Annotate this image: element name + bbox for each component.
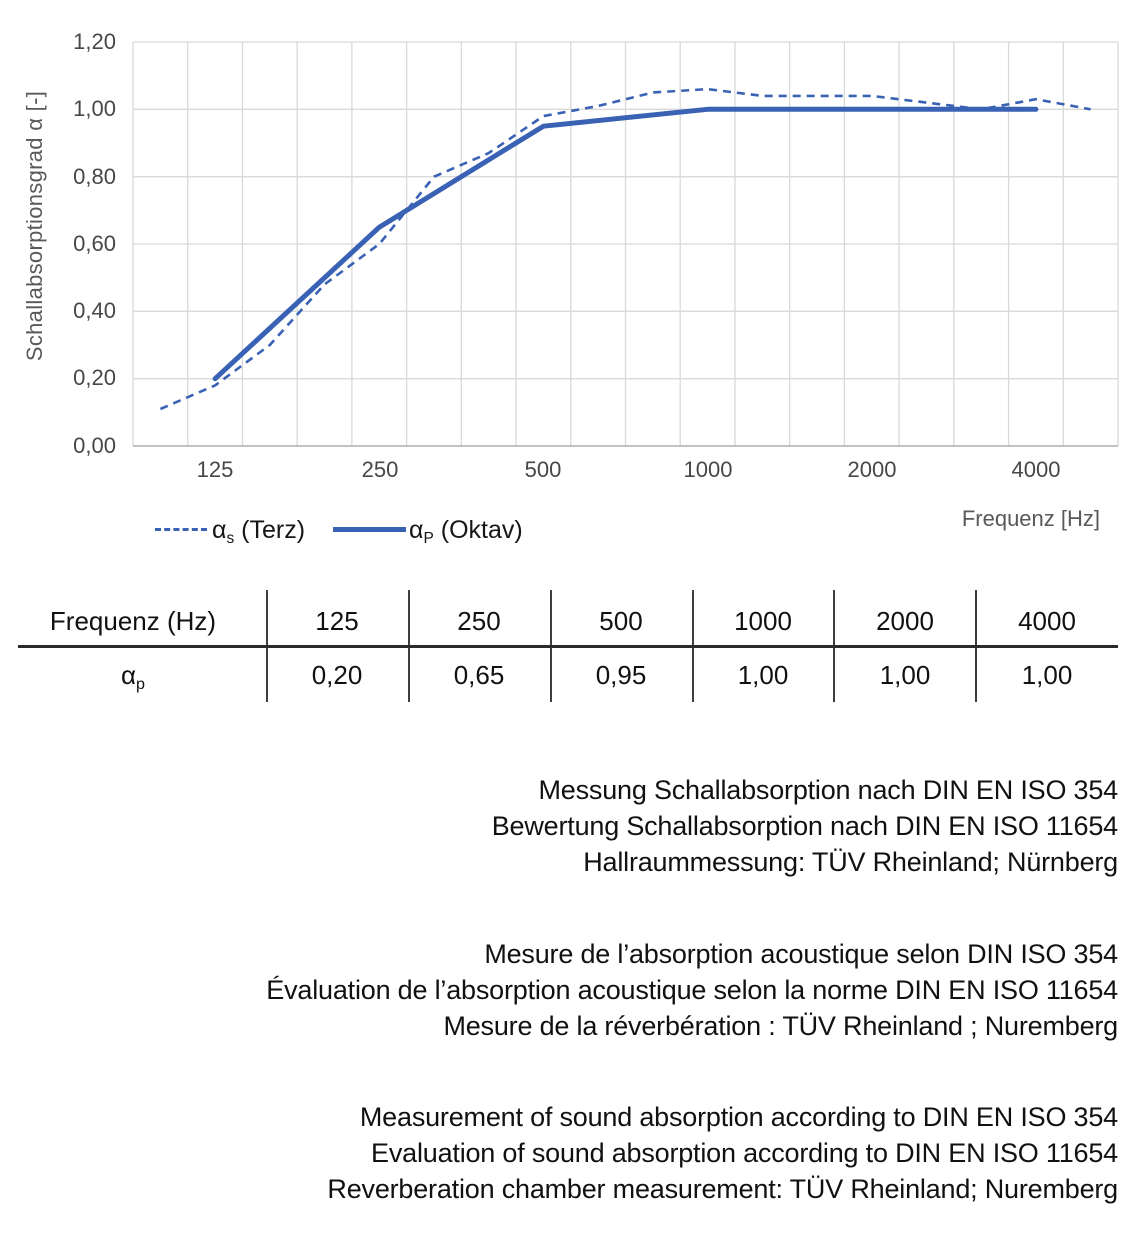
table-value-cell: 1,00 — [1021, 660, 1073, 690]
note-block-french — [0, 936, 1118, 1044]
legend-swatch-dashed — [155, 528, 207, 531]
table-value-cell: 1,00 — [879, 660, 931, 690]
note-line: Bewertung Schallabsorption nach DIN EN ISO 11654 — [491, 811, 1118, 841]
legend-label-terz: $\alpha_s$ (Terz) — [212, 516, 306, 548]
note-line: Mesure de l’absorption acoustique selon DIN ISO 354 — [484, 939, 1118, 969]
y-tick-label: 0,40 — [73, 298, 116, 323]
note-line: Evaluation of sound absorption according to DIN EN ISO 11654 — [371, 1138, 1118, 1168]
y-tick-label: 0,00 — [73, 433, 116, 458]
note-line: Reverberation chamber measurement: TÜV Rheinland; Nuremberg — [327, 1174, 1118, 1204]
table-value-cell: 0,65 — [453, 660, 505, 690]
table-header-cell: 4000 — [1018, 606, 1076, 636]
x-axis-title: Frequenz [Hz] — [961, 506, 1100, 531]
table-row-label: $\alpha_p$ — [121, 660, 145, 694]
note-line: Hallraummessung: TÜV Rheinland; Nürnberg — [583, 847, 1118, 877]
note-block-german — [0, 772, 1118, 880]
x-tick-label: 2000 — [847, 457, 897, 482]
y-tick-label: 0,60 — [73, 231, 116, 256]
note-line: Évaluation de l’absorption acoustique selon la norme DIN EN ISO 11654 — [266, 975, 1118, 1005]
legend-swatch-solid — [333, 527, 406, 532]
y-tick-label: 0,80 — [73, 164, 116, 189]
table-value-cell: 0,20 — [311, 660, 363, 690]
x-tick-label: 1000 — [683, 457, 733, 482]
table-value-cell: 0,95 — [595, 660, 647, 690]
table-value-cell: 1,00 — [737, 660, 789, 690]
x-tick-label: 4000 — [1011, 457, 1061, 482]
x-tick-label: 500 — [524, 457, 562, 482]
note-line: Messung Schallabsorption nach DIN EN ISO 354 — [538, 775, 1118, 805]
table-header-cell: 2000 — [876, 606, 934, 636]
table-header-cell: Frequenz (Hz) — [49, 606, 217, 636]
note-line: Measurement of sound absorption according to DIN EN ISO 354 — [359, 1102, 1118, 1132]
y-axis-title: Schallabsorptionsgrad α [-] — [22, 90, 47, 362]
note-block-english — [0, 1099, 1118, 1207]
table-header-cell: 250 — [457, 606, 501, 636]
x-tick-label: 125 — [196, 457, 234, 482]
table-header-cell: 500 — [599, 606, 643, 636]
legend-label-oktav: $\alpha_P$ (Oktav) — [409, 516, 523, 548]
x-tick-label: 250 — [361, 457, 399, 482]
y-tick-label: 1,20 — [73, 29, 116, 54]
table-header-rule — [18, 645, 1118, 648]
y-tick-label: 1,00 — [73, 96, 116, 121]
table-header-cell: 125 — [315, 606, 359, 636]
table-header-cell: 1000 — [734, 606, 792, 636]
y-tick-label: 0,20 — [73, 365, 116, 390]
note-line: Mesure de la réverbération : TÜV Rheinland ; Nuremberg — [443, 1011, 1118, 1041]
